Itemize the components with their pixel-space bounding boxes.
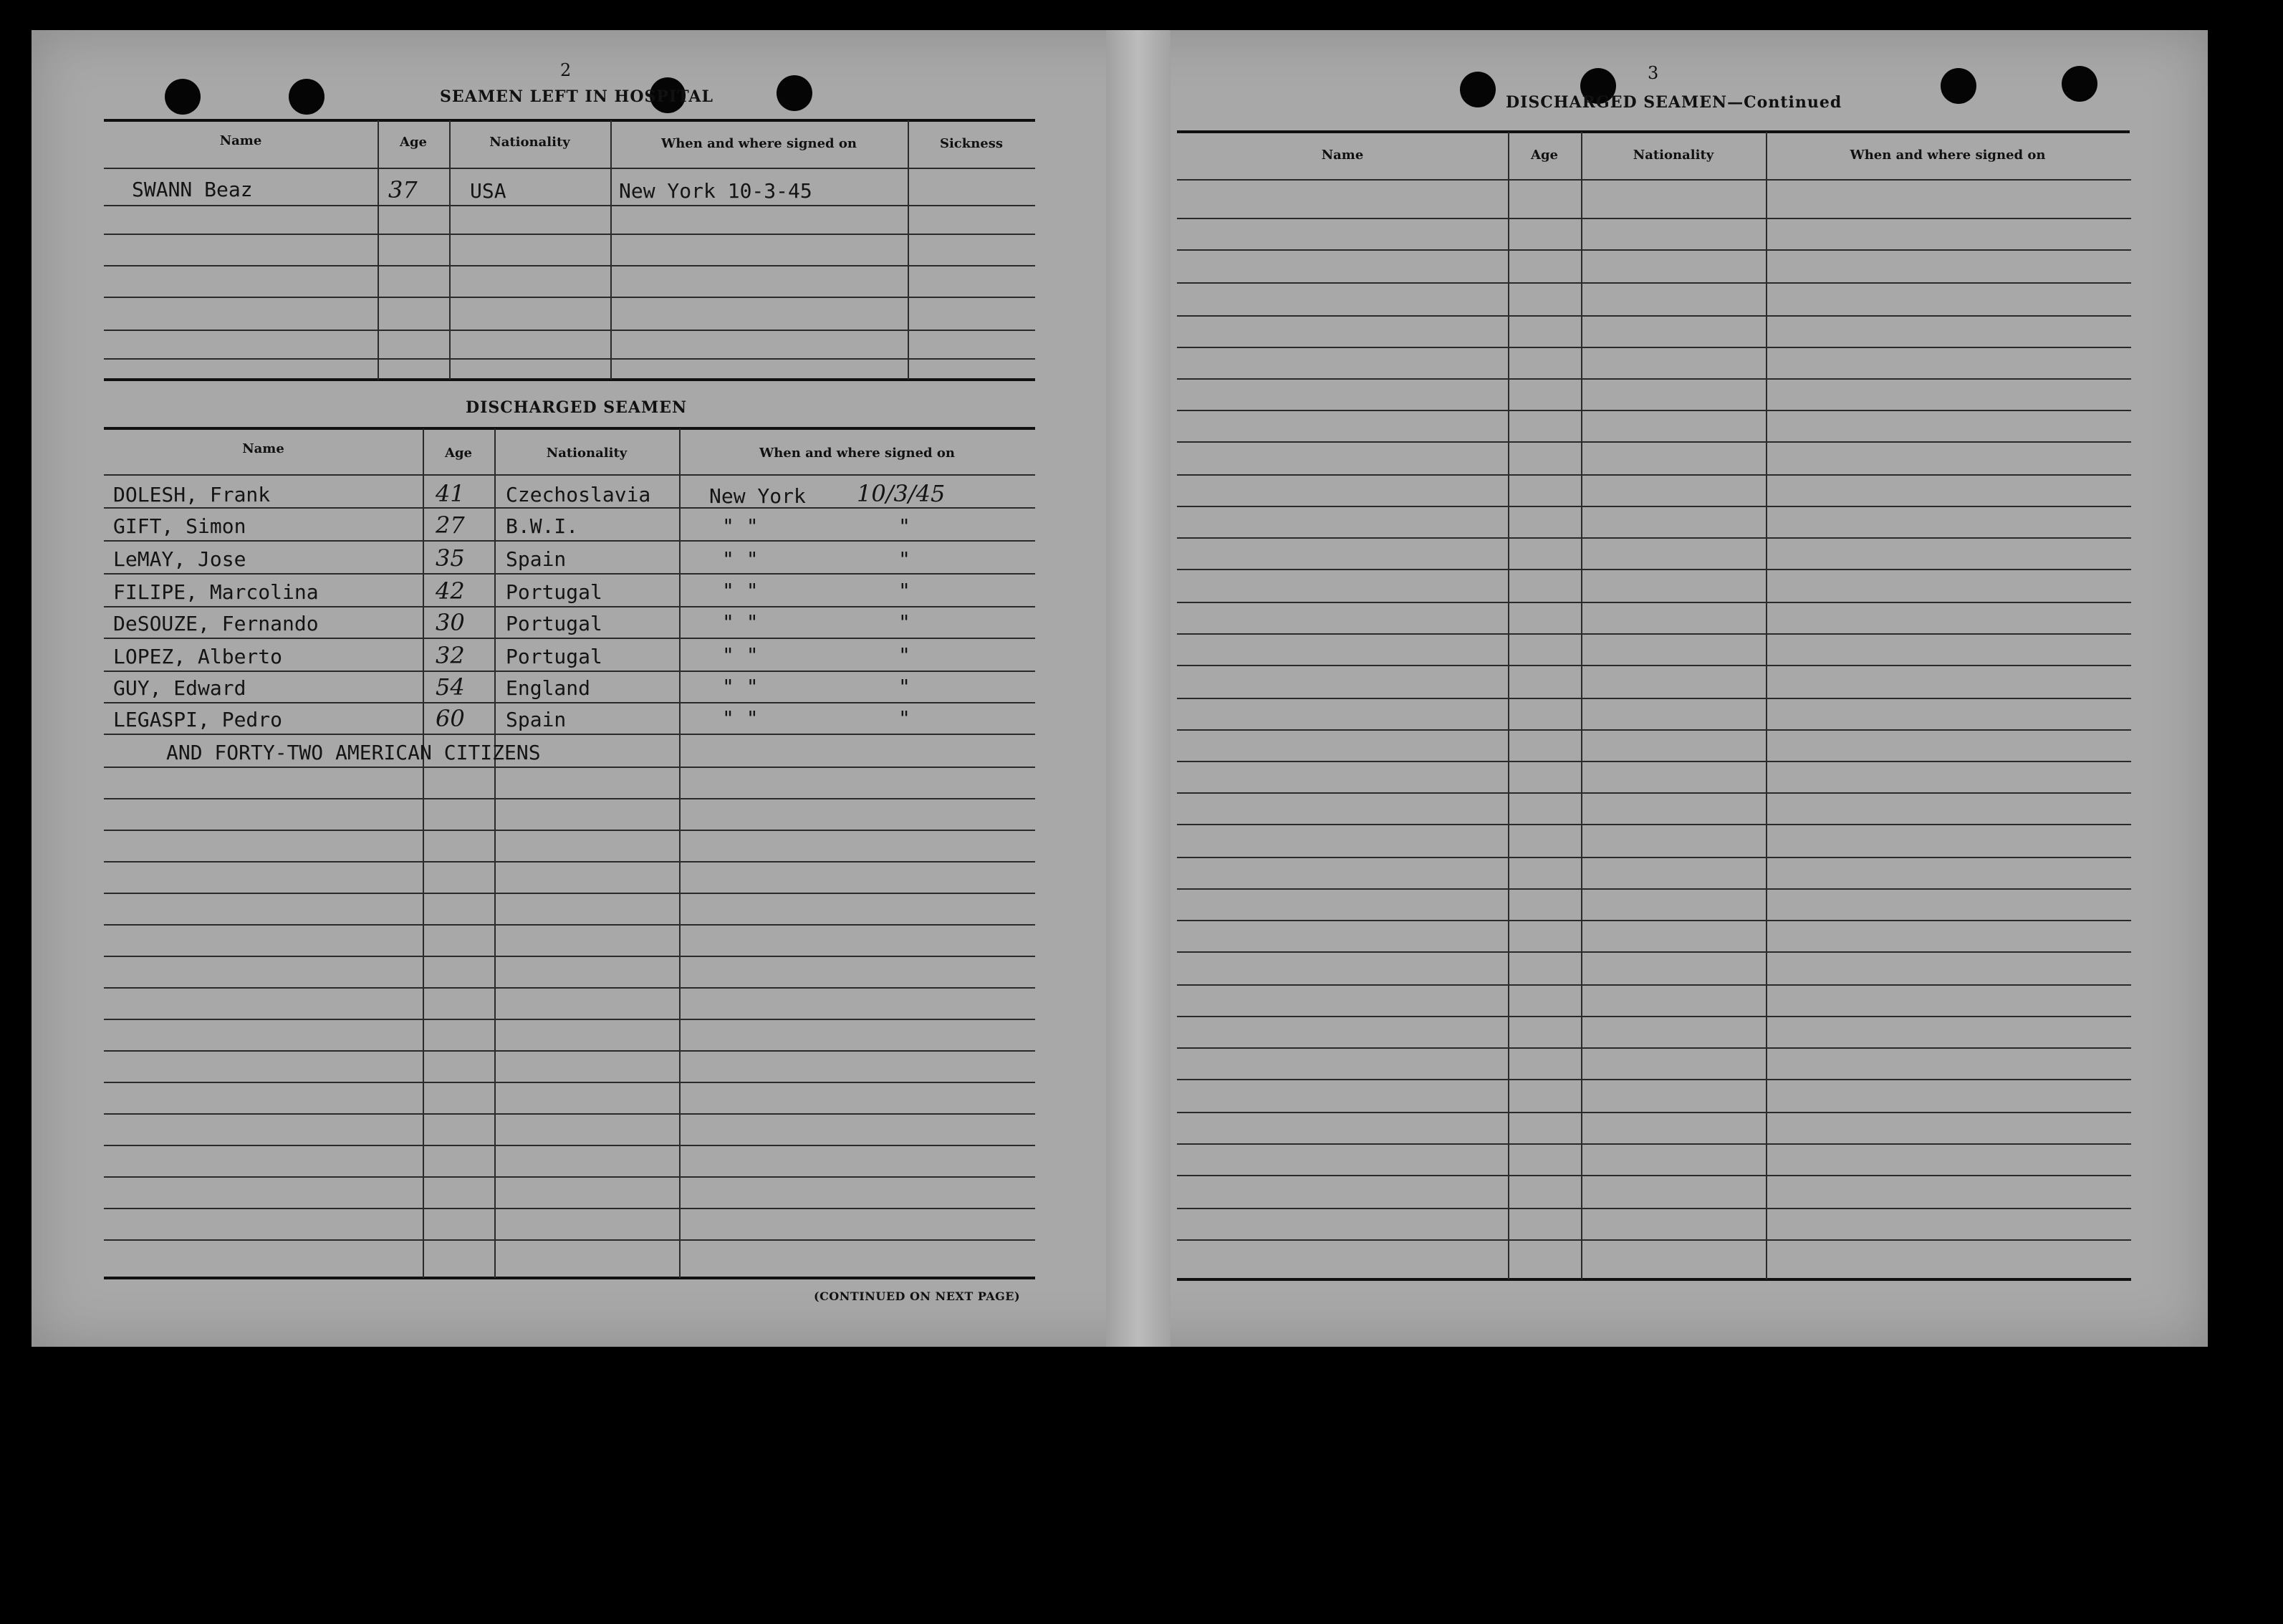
- rule: [1177, 506, 2131, 507]
- rule: [104, 358, 1035, 360]
- rule: [1177, 474, 2131, 476]
- seaman-name: DeSOUZE, Fernando: [113, 612, 319, 635]
- rule: [1177, 315, 2131, 317]
- rule: [104, 861, 1035, 863]
- seaman-age: 42: [436, 577, 465, 605]
- continued-note: (CONTINUED ON NEXT PAGE): [814, 1289, 1021, 1303]
- rule: [1177, 441, 2131, 443]
- column-divider: [1508, 132, 1509, 1279]
- signed-date: ": [898, 579, 910, 602]
- signed-place: " ": [722, 706, 759, 730]
- rule: [104, 702, 1035, 703]
- seaman-nationality: Portugal: [506, 580, 602, 604]
- rule: [104, 427, 1035, 430]
- signed-date: ": [898, 675, 910, 698]
- rule: [104, 1019, 1035, 1020]
- rule: [104, 1277, 1035, 1279]
- rule: [1177, 888, 2131, 890]
- rule: [104, 606, 1035, 607]
- rule: [104, 507, 1035, 509]
- rule: [1177, 179, 2131, 181]
- rule: [104, 265, 1035, 266]
- rule: [104, 540, 1035, 542]
- seaman-age: 60: [436, 705, 465, 732]
- rule: [104, 671, 1035, 672]
- rule: [1177, 698, 2131, 699]
- column-divider: [679, 428, 681, 1278]
- rule: [1177, 410, 2131, 411]
- rule: [104, 767, 1035, 768]
- column-divider: [908, 120, 909, 380]
- column-header-signed-on: When and where signed on: [1850, 148, 2046, 163]
- seaman-name: GIFT, Simon: [113, 514, 246, 538]
- rule: [104, 378, 1035, 381]
- signed-date: ": [898, 547, 910, 571]
- column-divider: [423, 428, 424, 1278]
- column-header-signed-on: When and where signed on: [759, 446, 955, 461]
- column-header-nationality: Nationality: [489, 135, 570, 150]
- rule: [1177, 729, 2131, 731]
- seaman-age: 35: [436, 544, 465, 572]
- document-sheet: [32, 30, 2208, 1347]
- american-citizens-note: AND FORTY-TWO AMERICAN CITIZENS: [166, 741, 541, 764]
- rule: [104, 474, 1035, 476]
- seaman-nationality: Portugal: [506, 612, 602, 635]
- rule: [1177, 633, 2131, 635]
- rule: [104, 1176, 1035, 1178]
- rule: [1177, 1016, 2131, 1017]
- signed-place: New York: [709, 484, 806, 508]
- seaman-age: 27: [436, 511, 465, 539]
- rule: [1177, 130, 2130, 133]
- column-header-nationality: Nationality: [1633, 148, 1714, 163]
- rule: [104, 1239, 1035, 1241]
- rule: [104, 1208, 1035, 1209]
- rule: [1177, 761, 2131, 762]
- rule: [1177, 951, 2131, 953]
- column-divider: [449, 120, 451, 380]
- rule: [104, 1113, 1035, 1115]
- signed-date: ": [898, 610, 910, 634]
- hospital-nationality: USA: [470, 179, 506, 203]
- rule: [104, 830, 1035, 831]
- column-header-nationality: Nationality: [546, 446, 628, 461]
- signed-place: " ": [722, 514, 759, 538]
- discharged-continued-title: DISCHARGED SEAMEN—Continued: [1506, 93, 1842, 112]
- column-header-age: Age: [444, 446, 472, 461]
- page-number: 2: [560, 60, 572, 80]
- punch-hole: [165, 79, 201, 115]
- rule: [1177, 1208, 2131, 1209]
- rule: [104, 119, 1035, 122]
- rule: [1177, 665, 2131, 666]
- seaman-nationality: Portugal: [506, 645, 602, 668]
- column-divider: [1581, 132, 1582, 1279]
- seaman-age: 54: [436, 673, 465, 701]
- seaman-name: LeMAY, Jose: [113, 547, 246, 571]
- rule: [1177, 282, 2131, 284]
- column-divider: [1766, 132, 1767, 1279]
- hospital-age: 37: [388, 176, 418, 203]
- column-header-name: Name: [219, 133, 262, 148]
- rule: [104, 924, 1035, 926]
- rule: [1177, 1047, 2131, 1049]
- seaman-nationality: Spain: [506, 547, 567, 571]
- signed-date: ": [898, 643, 910, 667]
- rule: [1177, 1079, 2131, 1080]
- signed-date: ": [898, 706, 910, 730]
- rule: [104, 893, 1035, 894]
- punch-hole: [1941, 68, 1976, 104]
- punch-hole: [777, 75, 812, 111]
- punch-hole: [2062, 66, 2097, 102]
- signed-place: " ": [722, 643, 759, 667]
- rule: [1177, 1239, 2131, 1241]
- seaman-name: LOPEZ, Alberto: [113, 645, 283, 668]
- hospital-name: SWANN Beaz: [132, 178, 253, 201]
- seaman-age: 32: [436, 642, 465, 669]
- seaman-name: LEGASPI, Pedro: [113, 708, 283, 731]
- page-number: 3: [1648, 63, 1659, 83]
- rule: [1177, 1278, 2131, 1281]
- seaman-nationality: Spain: [506, 708, 567, 731]
- seaman-nationality: Czechoslavia: [506, 483, 651, 506]
- hospital-signed-on: New York 10-3-45: [619, 179, 812, 203]
- column-header-name: Name: [242, 441, 284, 456]
- rule: [1177, 347, 2131, 348]
- rule: [104, 168, 1035, 169]
- rule: [1177, 569, 2131, 570]
- rule: [1177, 1175, 2131, 1176]
- signed-place: " ": [722, 579, 759, 602]
- column-header-name: Name: [1321, 148, 1364, 163]
- column-divider: [378, 120, 379, 380]
- rule: [104, 297, 1035, 298]
- hospital-section-title: SEAMEN LEFT IN HOSPITAL: [440, 87, 713, 106]
- rule: [104, 638, 1035, 639]
- rule: [1177, 1112, 2131, 1113]
- rule: [104, 234, 1035, 235]
- rule: [1177, 857, 2131, 858]
- seaman-age: 41: [436, 480, 465, 507]
- seaman-name: DOLESH, Frank: [113, 483, 271, 506]
- column-divider: [610, 120, 612, 380]
- discharged-section-title: DISCHARGED SEAMEN: [466, 398, 688, 417]
- rule: [1177, 1143, 2131, 1145]
- seaman-name: GUY, Edward: [113, 676, 246, 700]
- rule: [1177, 218, 2131, 219]
- rule: [104, 573, 1035, 575]
- rule: [104, 956, 1035, 957]
- rule: [1177, 920, 2131, 921]
- signed-date: ": [898, 514, 910, 538]
- signed-place: " ": [722, 610, 759, 634]
- column-header-sickness: Sickness: [939, 136, 1004, 151]
- rule: [1177, 249, 2131, 251]
- punch-hole: [289, 79, 325, 115]
- rule: [104, 987, 1035, 989]
- rule: [1177, 824, 2131, 825]
- rule: [1177, 378, 2131, 380]
- column-divider: [494, 428, 496, 1278]
- column-header-age: Age: [399, 135, 427, 150]
- column-header-signed-on: When and where signed on: [661, 136, 857, 151]
- column-header-age: Age: [1530, 148, 1558, 163]
- rule: [104, 1082, 1035, 1083]
- seaman-nationality: England: [506, 676, 591, 700]
- rule: [1177, 792, 2131, 794]
- signed-place: " ": [722, 547, 759, 571]
- rule: [104, 1050, 1035, 1052]
- rule: [104, 1145, 1035, 1146]
- page-fold: [1106, 30, 1171, 1347]
- seaman-name: FILIPE, Marcolina: [113, 580, 319, 604]
- punch-hole: [1460, 72, 1496, 107]
- rule: [104, 798, 1035, 799]
- rule: [1177, 537, 2131, 539]
- rule: [1177, 984, 2131, 986]
- rule: [104, 330, 1035, 331]
- seaman-age: 30: [436, 609, 465, 636]
- rule: [104, 205, 1035, 206]
- seaman-nationality: B.W.I.: [506, 514, 579, 538]
- signed-place: " ": [722, 675, 759, 698]
- rule: [1177, 602, 2131, 603]
- rule: [104, 734, 1035, 735]
- signed-date: 10/3/45: [857, 480, 946, 507]
